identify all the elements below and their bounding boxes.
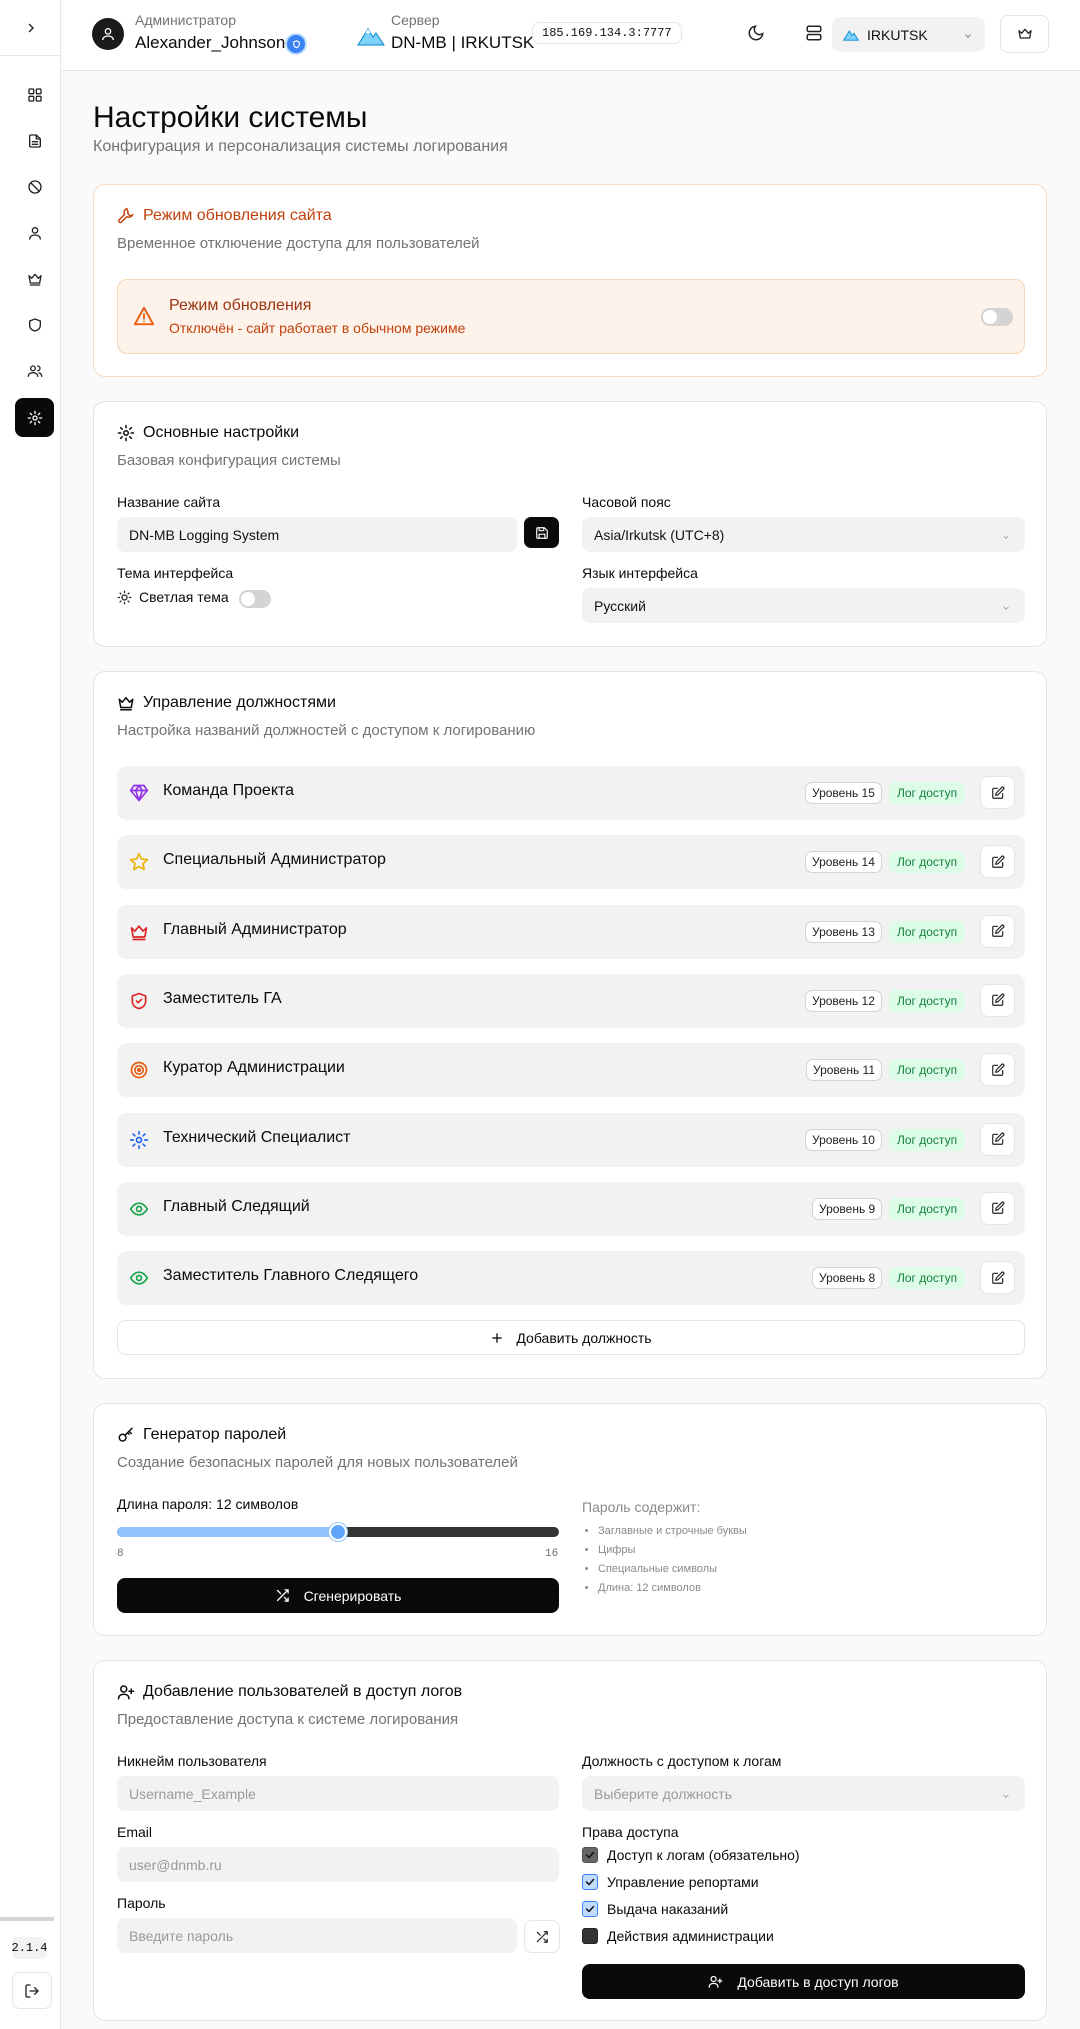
role-select[interactable] [582,1776,1025,1811]
theme-row [117,589,229,605]
role-row [117,835,1025,889]
edit-icon [991,1201,1005,1215]
edit-role-button[interactable] [980,1261,1015,1294]
admin-name: Alexander_Johnson [135,33,286,52]
right-admin-actions-checkbox[interactable] [582,1928,774,1944]
theme-label: Тема интерфейса [117,565,234,581]
role-select-label: Должность с доступом к логам [582,1753,782,1769]
password-generator-card [93,1403,1047,1636]
gear-icon [27,410,43,426]
add-to-log-access-button[interactable] [582,1964,1025,1999]
page-title: Настройки системы [93,101,368,134]
add-user-title-text: Добавление пользователей в доступ логов [143,1683,463,1700]
log-access-badge: Лог доступ [889,990,965,1012]
right-label: Доступ к логам (обязательно) [607,1847,800,1863]
log-access-badge: Лог доступ [889,921,965,943]
role-level-badge: Уровень 14 [805,851,882,873]
password-length-slider[interactable] [117,1527,559,1537]
maintenance-status-box [117,279,1025,354]
edit-role-button[interactable] [980,776,1015,809]
role-name: Заместитель Главного Следящего [163,1267,419,1285]
maintenance-card [93,184,1047,377]
sidebar-item-logs[interactable] [15,121,54,160]
eye-icon [129,1199,149,1219]
maintenance-mode-status: Отключён - сайт работает в обычном режиме [169,320,466,336]
right-label: Управление репортами [607,1874,759,1890]
crown-icon [27,271,43,287]
ban-icon [27,179,43,195]
role-select-placeholder: Выберите должность [594,1785,732,1802]
right-reports-checkbox[interactable] [582,1874,759,1890]
list-item: • Длина: 12 символов [598,1579,747,1598]
password-generator-subtitle: Создание безопасных паролей для новых пользователей [117,1454,518,1471]
role-row [117,1113,1025,1167]
generate-password-label: Сгенерировать [303,1587,402,1604]
mountain-icon [843,28,859,41]
site-name-input[interactable]: DN-MB Logging System [117,517,517,552]
theme-toggle-button[interactable] [747,24,765,42]
maintenance-title [117,207,332,225]
language-select[interactable] [582,588,1025,623]
edit-role-button[interactable] [980,915,1015,948]
role-level-badge: Уровень 15 [805,782,882,804]
roles-title [117,694,336,712]
maintenance-title-text: Режим обновления сайта [143,207,332,224]
sun-icon [117,590,132,605]
selected-server-value: IRKUTSK [867,26,928,43]
right-log-access-checkbox[interactable] [582,1847,800,1863]
add-user-card [93,1660,1047,2021]
shuffle-icon [535,1930,549,1944]
slider-max-label: 16 [545,1548,559,1560]
expand-sidebar-button[interactable] [0,0,61,56]
nickname-label: Никнейм пользователя [117,1753,267,1769]
general-settings-subtitle: Базовая конфигурация системы [117,452,341,469]
role-level-badge: Уровень 11 [806,1059,882,1081]
server-name: DN-MB | IRKUTSK [391,33,535,52]
star-icon [129,852,149,872]
users-icon [27,363,43,379]
server-list-icon [805,24,823,42]
role-name: Технический Специалист [163,1128,351,1146]
right-label: Действия администрации [607,1928,774,1944]
maintenance-toggle[interactable] [981,308,1013,326]
role-level-badge: Уровень 8 [812,1267,882,1289]
timezone-label: Часовой пояс [582,494,671,510]
verified-badge-icon [287,35,305,53]
maintenance-subtitle: Временное отключение доступа для пользователей [117,235,480,252]
email-label: Email [117,1824,153,1840]
gem-icon [129,783,149,803]
edit-icon [991,855,1005,869]
language-value: Русский [594,597,646,614]
list-item: • Заглавные и строчные буквы [598,1522,747,1541]
role-row [117,766,1025,820]
sidebar-item-dashboard[interactable] [15,75,54,114]
theme-toggle[interactable] [239,590,271,608]
page-subtitle: Конфигурация и персонализация системы логирования [93,138,508,155]
version-badge: 2.1.4 [12,1937,47,1959]
role-row [117,1043,1025,1097]
log-access-badge: Лог доступ [889,1198,965,1220]
edit-role-button[interactable] [980,1192,1015,1225]
grid-icon [27,87,43,103]
edit-icon [991,1271,1005,1285]
sidebar-item-team[interactable] [15,351,54,390]
user-icon [100,26,116,42]
sidebar-item-bans[interactable] [15,167,54,206]
file-text-icon [27,133,43,149]
add-to-log-access-label: Добавить в доступ логов [737,1973,899,1990]
log-access-badge: Лог доступ [889,1129,965,1151]
list-item: • Специальные символы [598,1560,747,1579]
log-access-badge: Лог доступ [889,1267,965,1289]
sidebar-item-security[interactable] [15,305,54,344]
general-settings-card [93,401,1047,647]
save-site-name-button[interactable] [524,517,559,548]
role-row [117,905,1025,959]
scroll-indicator [0,1917,54,1921]
server-ip-chip[interactable]: 185.169.134.3:7777 [532,22,682,44]
slider-thumb[interactable] [329,1523,347,1541]
plus-icon [490,1331,504,1345]
role-level-badge: Уровень 12 [805,990,882,1012]
role-name: Специальный Администратор [163,851,386,869]
role-name: Главный Администратор [163,920,347,938]
server-label: Сервер [391,12,440,28]
roles-subtitle: Настройка названий должностей с доступом к логированию [117,722,536,739]
user-plus-icon [708,1974,723,1989]
theme-value: Светлая тема [139,589,229,605]
shield-check-icon [129,991,149,1011]
edit-role-button[interactable] [980,1053,1015,1086]
logout-button[interactable] [12,1972,52,2009]
sidebar [0,0,61,2029]
sidebar-item-settings[interactable] [15,398,54,437]
gear-icon [117,424,135,442]
user-icon [27,225,43,241]
shuffle-icon [275,1588,290,1603]
language-label: Язык интерфейса [582,565,698,581]
generate-password-button[interactable] [117,1578,559,1613]
edit-icon [991,993,1005,1007]
timezone-select[interactable] [582,517,1025,552]
crown-icon [1017,26,1033,42]
sidebar-item-leaders[interactable] [15,259,54,298]
add-role-button[interactable] [117,1320,1025,1355]
email-field[interactable]: user@dnmb.ru [117,1847,559,1882]
roles-card [93,671,1047,1379]
add-user-title [117,1683,462,1701]
role-row [117,1182,1025,1236]
right-label: Выдача наказаний [607,1901,729,1917]
timezone-value: Asia/Irkutsk (UTC+8) [594,526,725,543]
site-name-label: Название сайта [117,494,221,510]
user-plus-icon [117,1683,135,1701]
maintenance-mode-title: Режим обновления [169,297,312,314]
chevron-down-icon [1001,600,1011,610]
chevron-down-icon [1001,1788,1011,1798]
password-contains-list [598,1522,747,1598]
server-select[interactable] [832,17,985,52]
password-length-label: Длина пароля: 12 символов [117,1496,299,1512]
key-icon [117,1426,135,1444]
logout-icon [24,1983,40,1999]
gear-icon [129,1130,149,1150]
warning-triangle-icon [133,305,155,327]
role-level-badge: Уровень 13 [805,921,882,943]
password-field[interactable]: Введите пароль [117,1918,517,1953]
general-settings-title-text: Основные настройки [143,424,300,441]
role-row [117,974,1025,1028]
crown-icon [129,922,149,942]
log-access-badge: Лог доступ [889,1059,965,1081]
checkbox-checked-icon [582,1847,598,1863]
list-item: • Цифры [598,1541,747,1560]
password-generator-title [117,1426,286,1444]
role-row [117,1251,1025,1305]
chevron-down-icon [963,28,973,44]
checkbox-unchecked-icon [582,1928,598,1944]
premium-button[interactable] [1000,15,1049,53]
chevron-down-icon [1001,529,1011,539]
rights-label: Права доступа [582,1824,679,1840]
top-bar [61,0,1080,71]
add-role-label: Добавить должность [516,1329,652,1346]
save-icon [535,526,549,540]
shield-icon [27,317,43,333]
general-settings-title [117,424,299,442]
edit-icon [991,1063,1005,1077]
log-access-badge: Лог доступ [889,782,965,804]
role-level-badge: Уровень 10 [805,1129,882,1151]
mountain-icon [357,24,385,46]
edit-icon [991,786,1005,800]
sidebar-item-users[interactable] [15,213,54,252]
password-generator-title-text: Генератор паролей [143,1426,287,1443]
edit-icon [991,1132,1005,1146]
log-access-badge: Лог доступ [889,851,965,873]
role-name: Куратор Администрации [163,1059,345,1077]
target-icon [129,1060,149,1080]
role-name: Главный Следящий [163,1197,310,1215]
wrench-icon [117,207,135,225]
checkbox-checked-icon [582,1901,598,1917]
admin-role-label: Администратор [135,12,237,28]
add-user-subtitle: Предоставление доступа к системе логирования [117,1711,459,1728]
role-name: Заместитель ГА [163,989,282,1007]
role-name: Команда Проекта [163,782,295,799]
crown-icon [117,694,135,712]
right-punishments-checkbox[interactable] [582,1901,728,1917]
role-level-badge: Уровень 9 [812,1198,882,1220]
password-contains-title: Пароль содержит: [582,1499,701,1515]
edit-icon [991,924,1005,938]
edit-role-button[interactable] [980,1123,1015,1156]
nickname-input[interactable]: Username_Example [117,1776,559,1811]
eye-icon [129,1268,149,1288]
slider-min-label: 8 [117,1548,124,1560]
edit-role-button[interactable] [980,845,1015,878]
edit-role-button[interactable] [980,984,1015,1017]
roles-title-text: Управление должностями [143,694,336,711]
slider-fill [117,1527,338,1537]
chevron-right-icon [23,20,39,36]
checkbox-checked-icon [582,1874,598,1890]
random-password-button[interactable] [524,1920,560,1953]
moon-icon [747,24,765,42]
password-label: Пароль [117,1895,166,1911]
avatar[interactable] [92,18,124,50]
